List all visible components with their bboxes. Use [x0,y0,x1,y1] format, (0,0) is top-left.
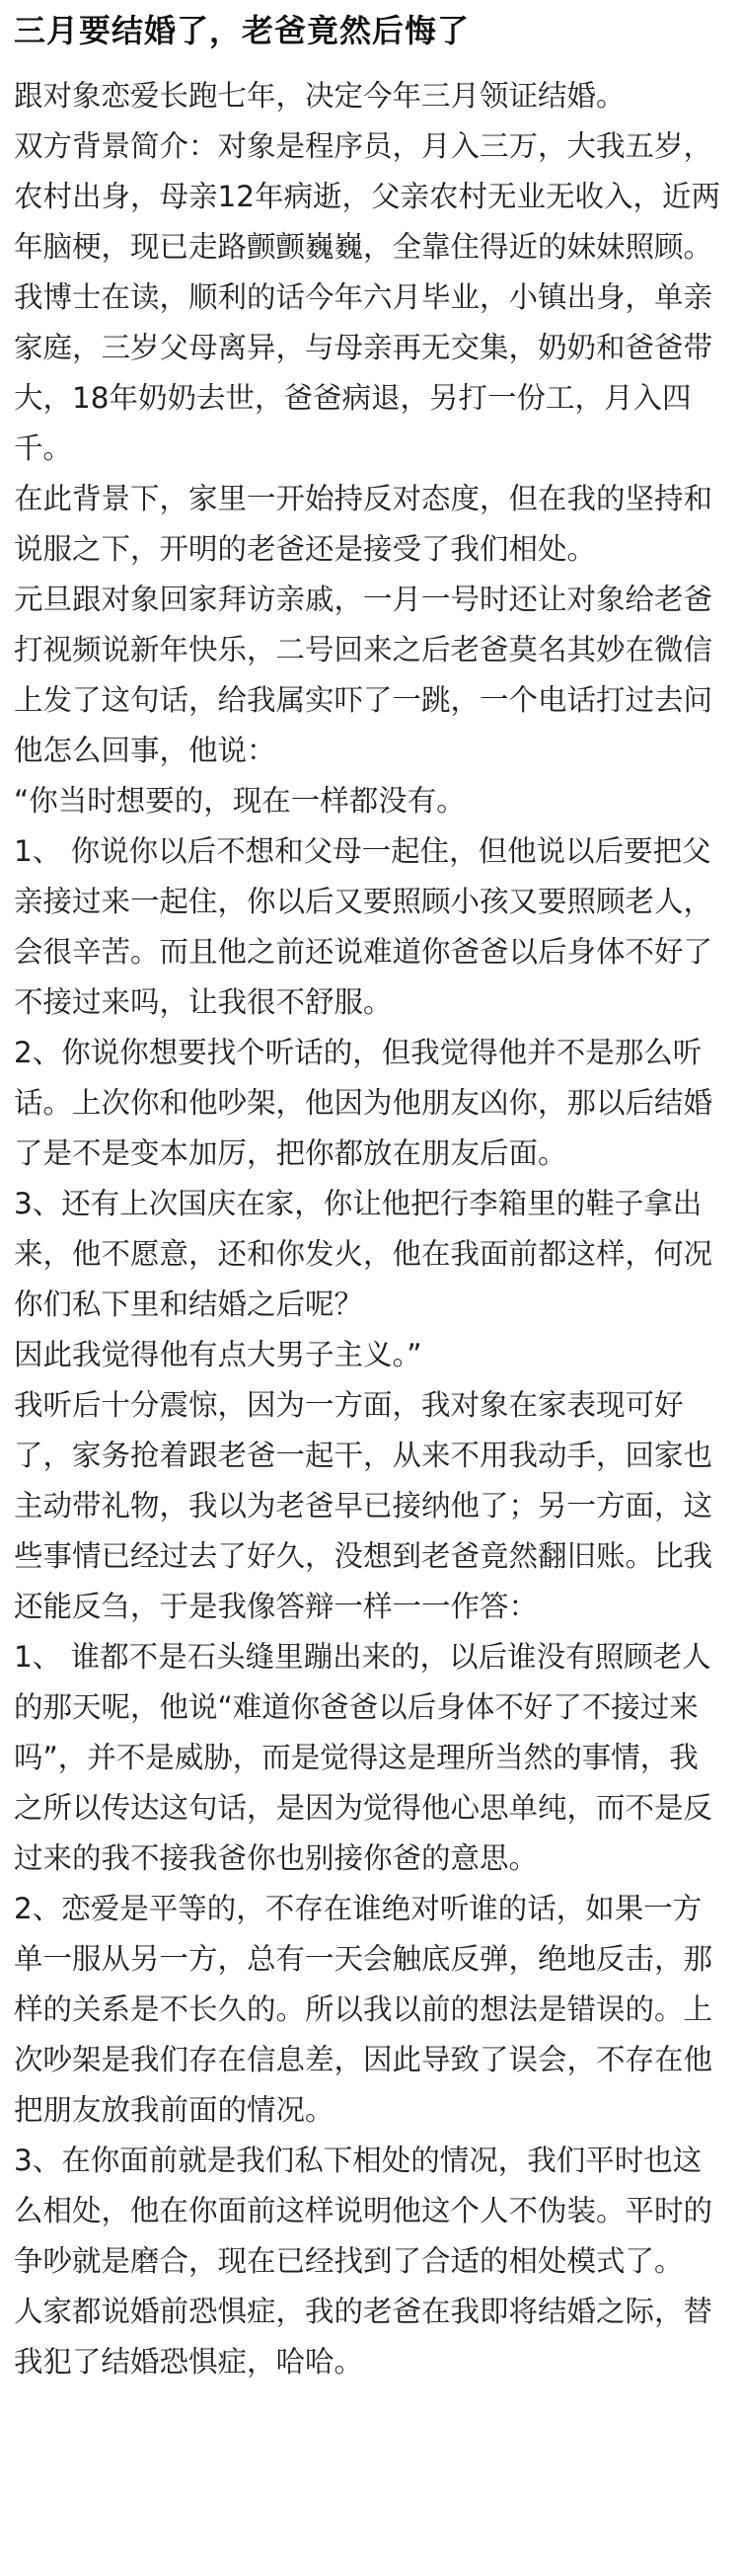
post-paragraph: 3、在你面前就是我们私下相处的情况，我们平时也这么相处，他在你面前这样说明他这个人不伪装。平时的争吵就是磨合，现在已经找到了合适的相处模式了。 [14,2144,713,2278]
post-paragraph: 跟对象恋爱长跑七年，决定今年三月领证结婚。 [14,79,626,113]
post-paragraph: 2、你说你想要找个听话的，但我觉得他并不是那么听话。上次你和他吵架，他因为他朋友凶你，那以后结婚了是不是变本加厉，把你都放在朋友后面。 [14,1036,713,1170]
post-paragraph: 在此背景下，家里一开始持反对态度，但在我的坚持和说服之下，开明的老爸还是接受了我们相处。 [14,482,713,566]
post-body [14,71,724,2387]
post-paragraph: 双方背景简介：对象是程序员，月入三万，大我五岁，农村出身，母亲12年病逝，父亲农村无业无收入，近两年脑梗，现已走路颤颤巍巍，全靠住得近的妹妹照顾。 [14,129,721,264]
post-paragraph: “你当时想要的，现在一样都没有。 [14,784,466,818]
post-paragraph: 因此我觉得他有点大男子主义。” [14,1338,422,1371]
post-paragraph: 3、还有上次国庆在家，你让他把行李箱里的鞋子拿出来，他不愿意，还和你发火，他在我面前都这样，何况你们私下里和结婚之后呢？ [14,1187,713,1321]
post-paragraph: 人家都说婚前恐惧症，我的老爸在我即将结婚之际，替我犯了结婚恐惧症，哈哈。 [14,2295,713,2379]
post-paragraph: 我听后十分震惊，因为一方面，我对象在家表现可好了，家务抢着跟老爸一起干，从来不用我动手，回家也主动带礼物，我以为老爸早已接纳他了；另一方面，这些事情已经过去了好久，没想到老爸竟然翻旧账。比我还能反刍，于是我像答辩一样一一作答： [14,1388,713,1623]
post-paragraph: 我博士在读，顺利的话今年六月毕业，小镇出身，单亲家庭，三岁父母离异，与母亲再无交集，奶奶和爸爸带大，18年奶奶去世，爸爸病退，另打一份工，月入四千。 [14,280,713,465]
post-paragraph: 元旦跟对象回家拜访亲戚，一月一号时还让对象给老爸打视频说新年快乐，二号回来之后老爸莫名其妙在微信上发了这句话，给我属实吓了一跳，一个电话打过去问他怎么回事，他说： [14,583,713,767]
post-paragraph: 1、 谁都不是石头缝里蹦出来的，以后谁没有照顾老人的那天呢，他说“难道你爸爸以后身体不好了不接过来吗”，并不是威胁，而是觉得这是理所当然的事情，我之所以传达这句话，是因为觉得他心思单纯，而不是反过来的我不接我爸你也别接你爸的意思。 [14,1640,713,1875]
post-paragraph: 2、恋爱是平等的，不存在谁绝对听谁的话，如果一方单一服从另一方，总有一天会触底反弹，绝地反击，那样的关系是不长久的。所以我以前的想法是错误的。上次吵架是我们存在信息差，因此导致了误会，不存在他把朋友放我前面的情况。 [14,1892,713,2127]
post-paragraph: 1、 你说你以后不想和父母一起住，但他说以后要把父亲接过来一起住，你以后又要照顾小孩又要照顾老人，会很辛苦。而且他之前还说难道你爸爸以后身体不好了不接过来吗，让我很不舒服。 [14,834,713,1019]
post-title: 三月要结婚了，老爸竟然后悔了 [14,12,471,49]
